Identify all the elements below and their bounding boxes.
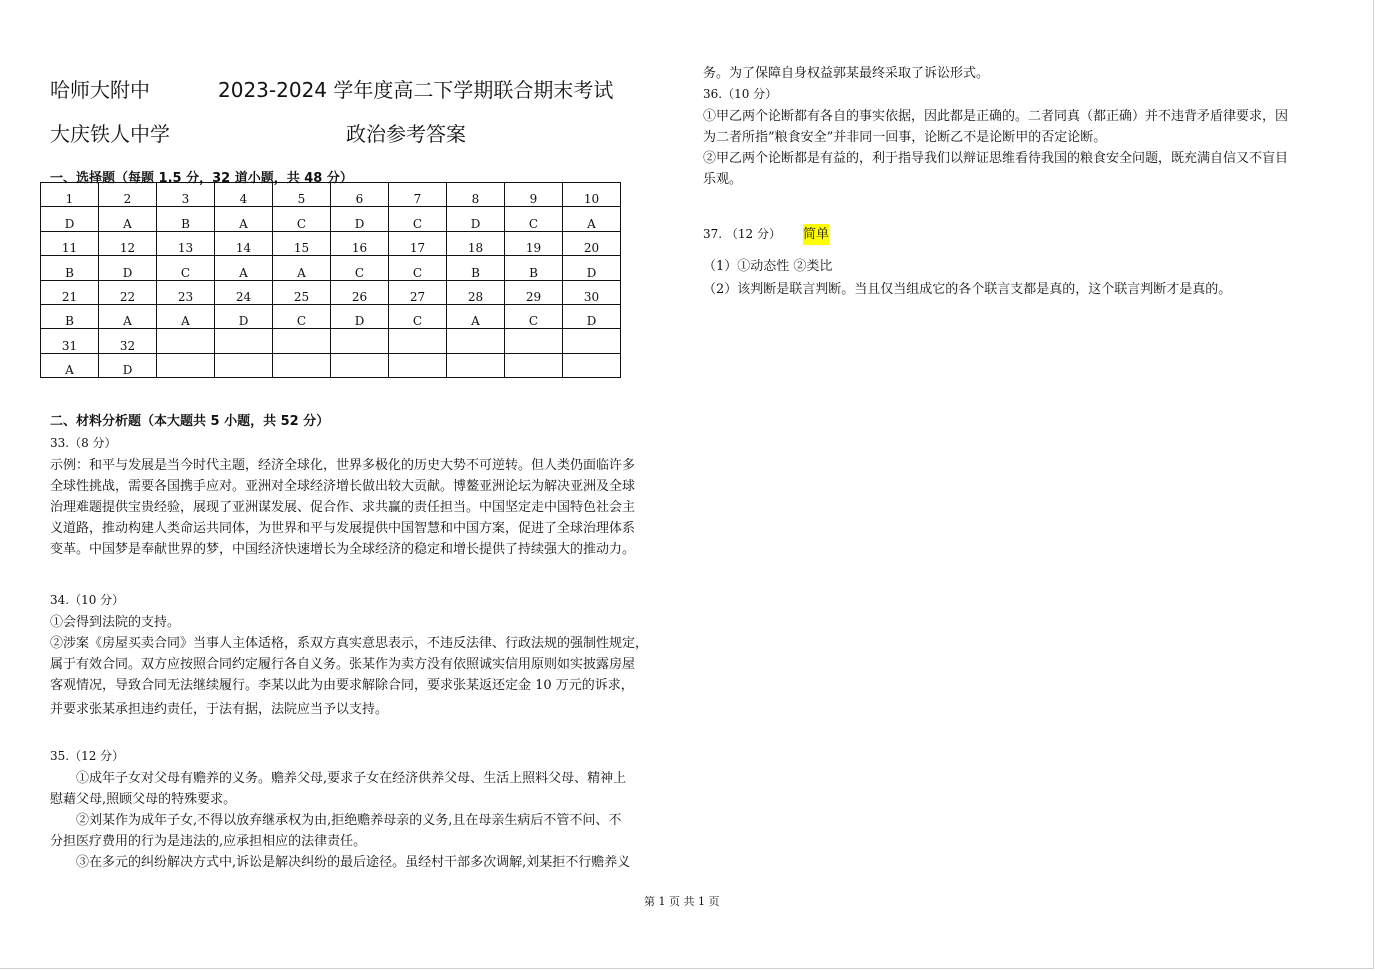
q37-answer bbox=[703, 256, 1343, 300]
q35-label: 35.（12 分） bbox=[50, 749, 125, 763]
answer-cell: C bbox=[331, 256, 389, 280]
answer-cell: B bbox=[447, 256, 505, 280]
question-number-row bbox=[41, 329, 621, 353]
question-number-cell bbox=[215, 329, 273, 353]
q34-label: 34.（10 分） bbox=[50, 593, 125, 607]
answer-cell: A bbox=[563, 207, 621, 231]
question-number-cell: 26 bbox=[331, 280, 389, 304]
answer-cell bbox=[505, 353, 563, 377]
answer-cell: D bbox=[331, 207, 389, 231]
section-1-heading: 一、选择题（每题 1.5 分，32 道小题，共 48 分） bbox=[50, 171, 353, 186]
answer-cell bbox=[273, 353, 331, 377]
q35-continued: 务。为了保障自身权益郭某最终采取了诉讼形式。 bbox=[703, 66, 990, 81]
question-number-cell: 13 bbox=[157, 231, 215, 255]
question-number-cell: 12 bbox=[99, 231, 157, 255]
question-number-cell: 1 bbox=[41, 183, 99, 207]
answer-cell bbox=[215, 353, 273, 377]
question-number-cell: 11 bbox=[41, 231, 99, 255]
q36-label: 36.（10 分） bbox=[703, 87, 778, 101]
answer-line: ②涉案《房屋买卖合同》当事人主体适格，系双方真实意思表示，不违反法律、行政法规的强制性规定， bbox=[50, 636, 649, 651]
answer-cell: A bbox=[447, 304, 505, 328]
question-number-cell: 16 bbox=[331, 231, 389, 255]
answer-row bbox=[41, 353, 621, 377]
answer-cell: D bbox=[563, 256, 621, 280]
answer-line: 并要求张某承担违约责任，于法有据，法院应当予以支持。 bbox=[50, 702, 389, 717]
answer-cell: A bbox=[215, 207, 273, 231]
answer-line: ①甲乙两个论断都有各自的事实依据，因此都是正确的。二者同真（都正确）并不违背矛盾律要求，因 bbox=[703, 109, 1289, 124]
question-number-cell: 19 bbox=[505, 231, 563, 255]
answer-cell: A bbox=[157, 304, 215, 328]
question-number-cell: 10 bbox=[563, 183, 621, 207]
question-number-cell: 18 bbox=[447, 231, 505, 255]
page-footer: 第 1 页 共 1 页 bbox=[644, 895, 720, 908]
question-number-cell: 22 bbox=[99, 280, 157, 304]
q37-label: 37. （12 分） bbox=[703, 227, 781, 241]
exam-title: 2023-2024 学年度高二下学期联合期末考试 bbox=[218, 78, 614, 102]
answer-cell: C bbox=[505, 207, 563, 231]
q34-answer bbox=[50, 612, 680, 720]
question-number-cell bbox=[157, 329, 215, 353]
answer-cell: D bbox=[331, 304, 389, 328]
difficulty-tag: 简单 bbox=[803, 224, 829, 245]
answer-line: 为二者所指”粮食安全”并非同一回事，论断乙不是论断甲的否定论断。 bbox=[703, 130, 1107, 145]
answer-line: 属于有效合同。双方应按照合同约定履行各自义务。张某作为卖方没有依照诚实信用原则如实披露房屋 bbox=[50, 657, 636, 672]
answer-line: ②刘某作为成年子女,不得以放弃继承权为由,拒绝赡养母亲的义务,且在母亲生病后不管不问、不 bbox=[76, 813, 622, 828]
answer-cell: C bbox=[273, 304, 331, 328]
answer-cell: B bbox=[157, 207, 215, 231]
question-number-cell: 29 bbox=[505, 280, 563, 304]
answer-line: ③在多元的纠纷解决方式中,诉讼是解决纠纷的最后途径。虽经村干部多次调解,刘某拒不行赡养义 bbox=[76, 855, 631, 870]
answer-table bbox=[40, 182, 621, 378]
answer-line: 全球性挑战，需要各国携手应对。亚洲对全球经济增长做出较大贡献。博鳌亚洲论坛为解决亚洲及全球 bbox=[50, 479, 636, 494]
answer-cell: C bbox=[273, 207, 331, 231]
question-number-cell: 7 bbox=[389, 183, 447, 207]
question-number-row bbox=[41, 280, 621, 304]
answer-cell: D bbox=[99, 353, 157, 377]
answer-cell: C bbox=[157, 256, 215, 280]
answer-line: 乐观。 bbox=[703, 172, 743, 187]
question-number-cell: 3 bbox=[157, 183, 215, 207]
answer-line: （2）该判断是联言判断。当且仅当组成它的各个联言支都是真的，这个联言判断才是真的。 bbox=[703, 282, 1232, 297]
question-number-cell: 15 bbox=[273, 231, 331, 255]
question-number-cell bbox=[389, 329, 447, 353]
question-number-cell bbox=[505, 329, 563, 353]
section-2-heading: 二、材料分析题（本大题共 5 小题，共 52 分） bbox=[50, 414, 330, 429]
question-number-cell bbox=[331, 329, 389, 353]
school-name-2: 大庆铁人中学 bbox=[50, 122, 170, 146]
answer-line: 慰藉父母,照顾父母的特殊要求。 bbox=[50, 792, 237, 807]
answer-row bbox=[41, 304, 621, 328]
question-number-cell bbox=[447, 329, 505, 353]
q36-answer bbox=[703, 106, 1343, 190]
answer-cell: D bbox=[447, 207, 505, 231]
answer-line: 分担医疗费用的行为是违法的,应承担相应的法律责任。 bbox=[50, 834, 367, 849]
answer-cell: D bbox=[41, 207, 99, 231]
question-number-cell bbox=[563, 329, 621, 353]
answer-cell: A bbox=[99, 207, 157, 231]
answer-row bbox=[41, 256, 621, 280]
question-number-cell: 14 bbox=[215, 231, 273, 255]
q33-label: 33.（8 分） bbox=[50, 436, 117, 450]
answer-cell: B bbox=[505, 256, 563, 280]
question-number-cell: 30 bbox=[563, 280, 621, 304]
answer-cell: C bbox=[389, 256, 447, 280]
answer-cell: A bbox=[99, 304, 157, 328]
answer-line: 变革。中国梦是奉献世界的梦，中国经济快速增长为全球经济的稳定和增长提供了持续强大的推动力。 bbox=[50, 542, 636, 557]
question-number-cell: 23 bbox=[157, 280, 215, 304]
question-number-row bbox=[41, 183, 621, 207]
question-number-cell: 2 bbox=[99, 183, 157, 207]
answer-line: 客观情况，导致合同无法继续履行。李某以此为由要求解除合同，要求张某返还定金 10 万元的诉求， bbox=[50, 678, 634, 693]
question-number-cell: 6 bbox=[331, 183, 389, 207]
answer-cell: A bbox=[41, 353, 99, 377]
answer-cell bbox=[389, 353, 447, 377]
answer-cell: C bbox=[389, 207, 447, 231]
q33-answer bbox=[50, 455, 680, 560]
question-number-cell: 21 bbox=[41, 280, 99, 304]
answer-cell: A bbox=[273, 256, 331, 280]
q35-answer bbox=[50, 768, 680, 873]
answer-cell: C bbox=[389, 304, 447, 328]
answer-cell bbox=[447, 353, 505, 377]
question-number-cell: 24 bbox=[215, 280, 273, 304]
answer-cell: B bbox=[41, 304, 99, 328]
question-number-cell: 20 bbox=[563, 231, 621, 255]
question-number-row bbox=[41, 231, 621, 255]
question-number-cell: 4 bbox=[215, 183, 273, 207]
answer-cell: D bbox=[215, 304, 273, 328]
answer-cell: D bbox=[563, 304, 621, 328]
question-number-cell: 27 bbox=[389, 280, 447, 304]
answer-cell: D bbox=[99, 256, 157, 280]
question-number-cell: 9 bbox=[505, 183, 563, 207]
answer-line: ②甲乙两个论断都是有益的，利于指导我们以辩证思维看待我国的粮食安全问题，既充满自信又不盲目 bbox=[703, 151, 1289, 166]
document-title: 政治参考答案 bbox=[346, 122, 466, 146]
question-number-cell: 17 bbox=[389, 231, 447, 255]
answer-cell bbox=[331, 353, 389, 377]
question-number-cell: 28 bbox=[447, 280, 505, 304]
answer-line: 示例：和平与发展是当今时代主题，经济全球化，世界多极化的历史大势不可逆转。但人类仍面临许多 bbox=[50, 458, 636, 473]
question-number-cell: 5 bbox=[273, 183, 331, 207]
question-number-cell: 8 bbox=[447, 183, 505, 207]
answer-cell bbox=[563, 353, 621, 377]
school-name-1: 哈师大附中 bbox=[50, 78, 150, 102]
answer-line: 治理难题提供宝贵经验，展现了亚洲谋发展、促合作、求共赢的责任担当。中国坚定走中国特色社会主 bbox=[50, 500, 636, 515]
answer-cell: B bbox=[41, 256, 99, 280]
answer-line: 义道路，推动构建人类命运共同体，为世界和平与发展提供中国智慧和中国方案，促进了全球治理体系 bbox=[50, 521, 636, 536]
answer-cell: A bbox=[215, 256, 273, 280]
question-number-cell: 31 bbox=[41, 329, 99, 353]
answer-cell: C bbox=[505, 304, 563, 328]
answer-cell bbox=[157, 353, 215, 377]
question-number-cell: 25 bbox=[273, 280, 331, 304]
question-number-cell bbox=[273, 329, 331, 353]
answer-line: ①会得到法院的支持。 bbox=[50, 615, 181, 630]
answer-row bbox=[41, 207, 621, 231]
answer-line: ①成年子女对父母有赡养的义务。赡养父母,要求子女在经济供养父母、生活上照料父母、精神上 bbox=[76, 771, 627, 786]
answer-line: （1）①动态性 ②类比 bbox=[703, 259, 833, 274]
question-number-cell: 32 bbox=[99, 329, 157, 353]
